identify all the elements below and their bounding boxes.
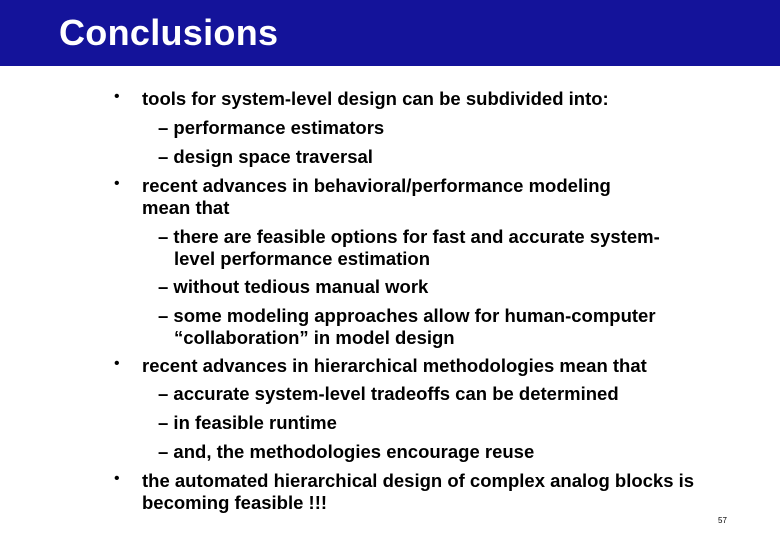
bullet-text-continued: mean that — [142, 197, 230, 218]
bullet-marker: • — [114, 175, 120, 192]
sub-bullet-text: – there are feasible options for fast and accurate system- — [158, 226, 660, 247]
sub-bullet-text-continued: “collaboration” in model design — [174, 327, 455, 348]
slide-title: Conclusions — [59, 12, 279, 53]
sub-bullet-text: – design space traversal — [158, 146, 373, 167]
bullet-text: recent advances in hierarchical methodologies mean that — [142, 355, 647, 376]
bullet-text: the automated hierarchical design of complex analog blocks is — [142, 470, 695, 491]
bullet-text: recent advances in behavioral/performance modeling — [142, 175, 611, 196]
sub-bullet-text: – performance estimators — [158, 117, 385, 138]
sub-bullet-text-continued: level performance estimation — [174, 248, 431, 269]
sub-bullet-text: – without tedious manual work — [158, 276, 429, 297]
bullet-text: tools for system-level design can be subdivided into: — [142, 88, 609, 109]
bullet-text-continued: becoming feasible !!! — [142, 492, 328, 513]
bullet-marker: • — [114, 355, 120, 372]
sub-bullet-text: – in feasible runtime — [158, 412, 337, 433]
sub-bullet-text: – some modeling approaches allow for human-computer — [158, 305, 656, 326]
bullet-marker: • — [114, 470, 120, 487]
sub-bullet-text: – accurate system-level tradeoffs can be determined — [158, 383, 619, 404]
sub-bullet-text: – and, the methodologies encourage reuse — [158, 441, 535, 462]
bullet-marker: • — [114, 88, 120, 105]
page-number: 57 — [718, 516, 727, 525]
